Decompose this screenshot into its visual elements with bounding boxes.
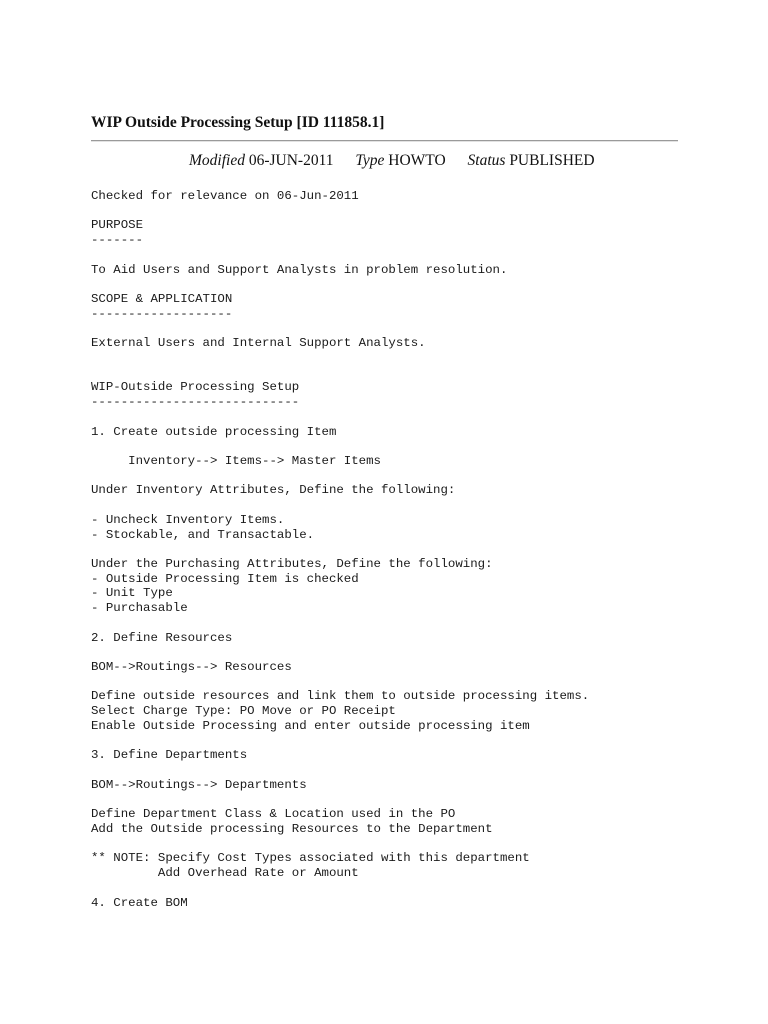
status-value: PUBLISHED (509, 152, 595, 169)
body-line: PURPOSE (91, 218, 144, 233)
body-line: 3. Define Departments (91, 748, 248, 763)
body-line: ------------------- (91, 306, 233, 321)
body-line: 4. Create BOM (91, 895, 188, 910)
body-line: SCOPE & APPLICATION (91, 292, 233, 307)
body-line: Inventory--> Items--> Master Items (91, 453, 381, 468)
body-line: Define Department Class & Location used in the PO (91, 807, 456, 822)
body-line: ** NOTE: Specify Cost Types associated with this department (91, 851, 530, 866)
body-line: - Outside Processing Item is checked (91, 571, 359, 586)
body-line (91, 469, 589, 484)
body-line: ---------------------------- (91, 395, 300, 410)
body-line: ------- (91, 233, 144, 248)
body-line: - Uncheck Inventory Items. (91, 512, 285, 527)
document-body (91, 189, 589, 910)
body-line: BOM-->Routings--> Departments (91, 777, 307, 792)
body-line: 1. Create outside processing Item (91, 424, 337, 439)
body-line (91, 439, 589, 454)
type-label: Type (355, 152, 385, 169)
body-line (91, 277, 589, 292)
body-line (91, 792, 589, 807)
body-line (91, 675, 589, 690)
title-divider (91, 140, 678, 142)
body-line (91, 366, 589, 381)
body-line (91, 734, 589, 749)
body-line (91, 410, 589, 425)
body-line: 2. Define Resources (91, 630, 233, 645)
body-line (91, 616, 589, 631)
status-label: Status (467, 152, 506, 169)
body-line (91, 248, 589, 263)
body-line (91, 498, 589, 513)
body-line: BOM-->Routings--> Resources (91, 660, 292, 674)
body-line: WIP-Outside Processing Setup (91, 380, 300, 395)
body-line: External Users and Internal Support Analysts. (91, 336, 426, 351)
body-line (91, 542, 589, 557)
body-line: Select Charge Type: PO Move or PO Receipt (91, 704, 396, 719)
document-metadata (189, 151, 595, 171)
body-line: Add Overhead Rate or Amount (91, 866, 359, 881)
body-line (91, 881, 589, 896)
body-line: Checked for relevance on 06-Jun-2011 (91, 189, 359, 203)
modified-label: Modified (189, 152, 245, 169)
body-line: - Purchasable (91, 601, 188, 616)
body-line (91, 763, 589, 778)
body-line: Define outside resources and link them to outside processing items. (91, 689, 590, 704)
body-line (91, 837, 589, 852)
body-line (91, 204, 589, 219)
body-line: - Unit Type (91, 586, 173, 601)
body-line: Enable Outside Processing and enter outside processing item (91, 718, 530, 733)
modified-value: 06-JUN-2011 (248, 152, 334, 169)
body-line: - Stockable, and Transactable. (91, 527, 315, 542)
body-line: To Aid Users and Support Analysts in problem resolution. (91, 262, 508, 277)
body-line: Under the Purchasing Attributes, Define the following: (91, 556, 493, 571)
body-line (91, 321, 589, 336)
type-value: HOWTO (388, 152, 446, 169)
body-line (91, 645, 589, 660)
body-line: Add the Outside processing Resources to the Department (91, 821, 493, 836)
body-line (91, 351, 589, 366)
body-line: Under Inventory Attributes, Define the following: (91, 483, 456, 498)
document-title: WIP Outside Processing Setup [ID 111858.1] (91, 114, 385, 131)
